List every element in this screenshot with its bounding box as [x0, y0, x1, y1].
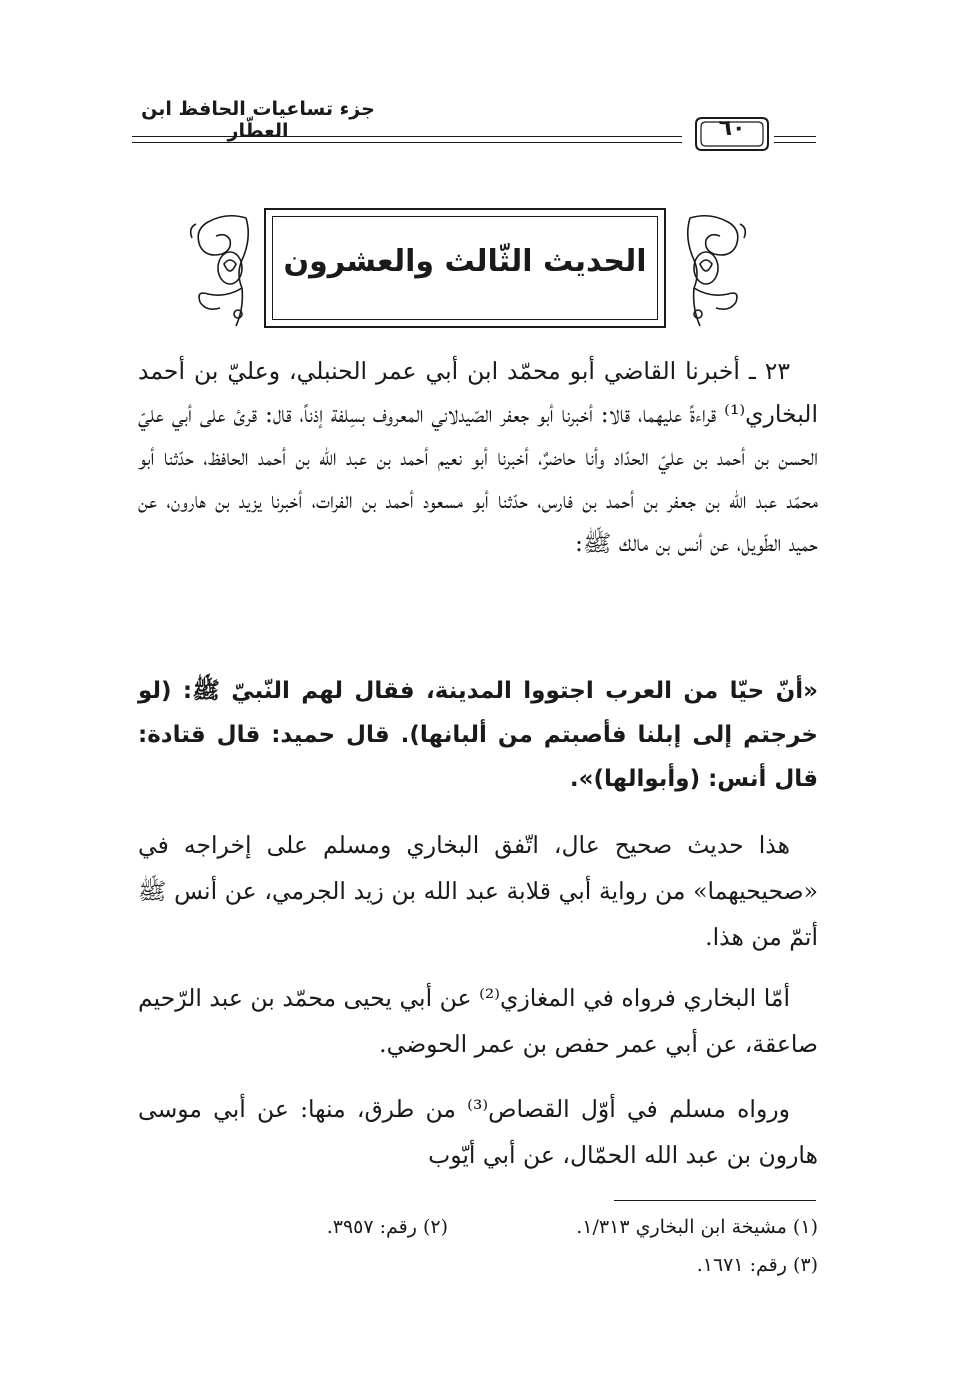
left-ornament-icon — [186, 208, 256, 332]
header-rule — [774, 136, 816, 137]
footnote-3: (٣) رقم: ١٦٧١. — [696, 1254, 818, 1276]
running-title: جزء تساعيات الحافظ ابن العطّار — [141, 98, 375, 142]
hadith-matn: «أنّ حيّا من العرب اجتووا المدينة، فقال لهم النّبيّ ﷺ: (لو خرجتم إلى إبلنا فأصبتم من ألبانها). قال حميد: قال قتادة: قال أنس: (وأبوالها)». — [138, 678, 818, 792]
page-number: ٦٠ — [718, 116, 746, 141]
right-ornament-icon — [680, 208, 750, 332]
commentary-paragraph: هذا حديث صحيح عال، اتّفق البخاري ومسلم على إخراجه في «صحيحيهما» من رواية أبي قلابة عبد الله بن زيد الجرمي، عن أنس ﷺ أتمّ من هذا. — [138, 831, 818, 951]
commentary-paragraph: ورواه مسلم في أوّل القصاص⁽³⁾ من طرق، منها: عن أبي موسى هارون بن عبد الله الحمّال، عن أبي أيّوب — [138, 1095, 818, 1169]
footnote-rule — [614, 1200, 816, 1201]
isnad-paragraph: ٢٣ ـ أخبرنا القاضي أبو محمّد ابن أبي عمر الحنبلي، وعليّ بن أحمد البخاري⁽¹⁾ قراءةً عليهما، قالا: أخبرنا أبو جعفر الصّيدلاني المعروف بسِلفة إذناً، قال: قرئ على أبي عليّ الحسن بن أحمد بن عليّ الحدّاد وأنا حاضرٌ، أخبرنا أبو نعيم أحمد بن عبد الله بن أحمد الحافظ، حدّثنا أبو محمّد عبد الله بن جعفر بن أحمد بن فارس، حدّثنا أبو مسعود أحمد بن الفرات، أخبرنا يزيد بن هارون، عن حميد الطّويل، عن أنس بن مالك ﷺ: — [138, 357, 818, 557]
commentary-paragraph: أمّا البخاري فرواه في المغازي⁽²⁾ عن أبي يحيى محمّد بن عبد الرّحيم صاعقة، عن أبي عمر حفص بن عمر الحوضي. — [138, 984, 818, 1058]
chapter-title: الحديث الثّالث والعشرون — [283, 244, 647, 279]
footnote-1: (١) مشيخة ابن البخاري ١/٣١٣. — [576, 1216, 818, 1238]
footnote-2: (٢) رقم: ٣٩٥٧. — [326, 1216, 448, 1238]
header-rule — [774, 142, 816, 143]
header-rule — [132, 136, 682, 137]
header-rule — [132, 142, 682, 143]
